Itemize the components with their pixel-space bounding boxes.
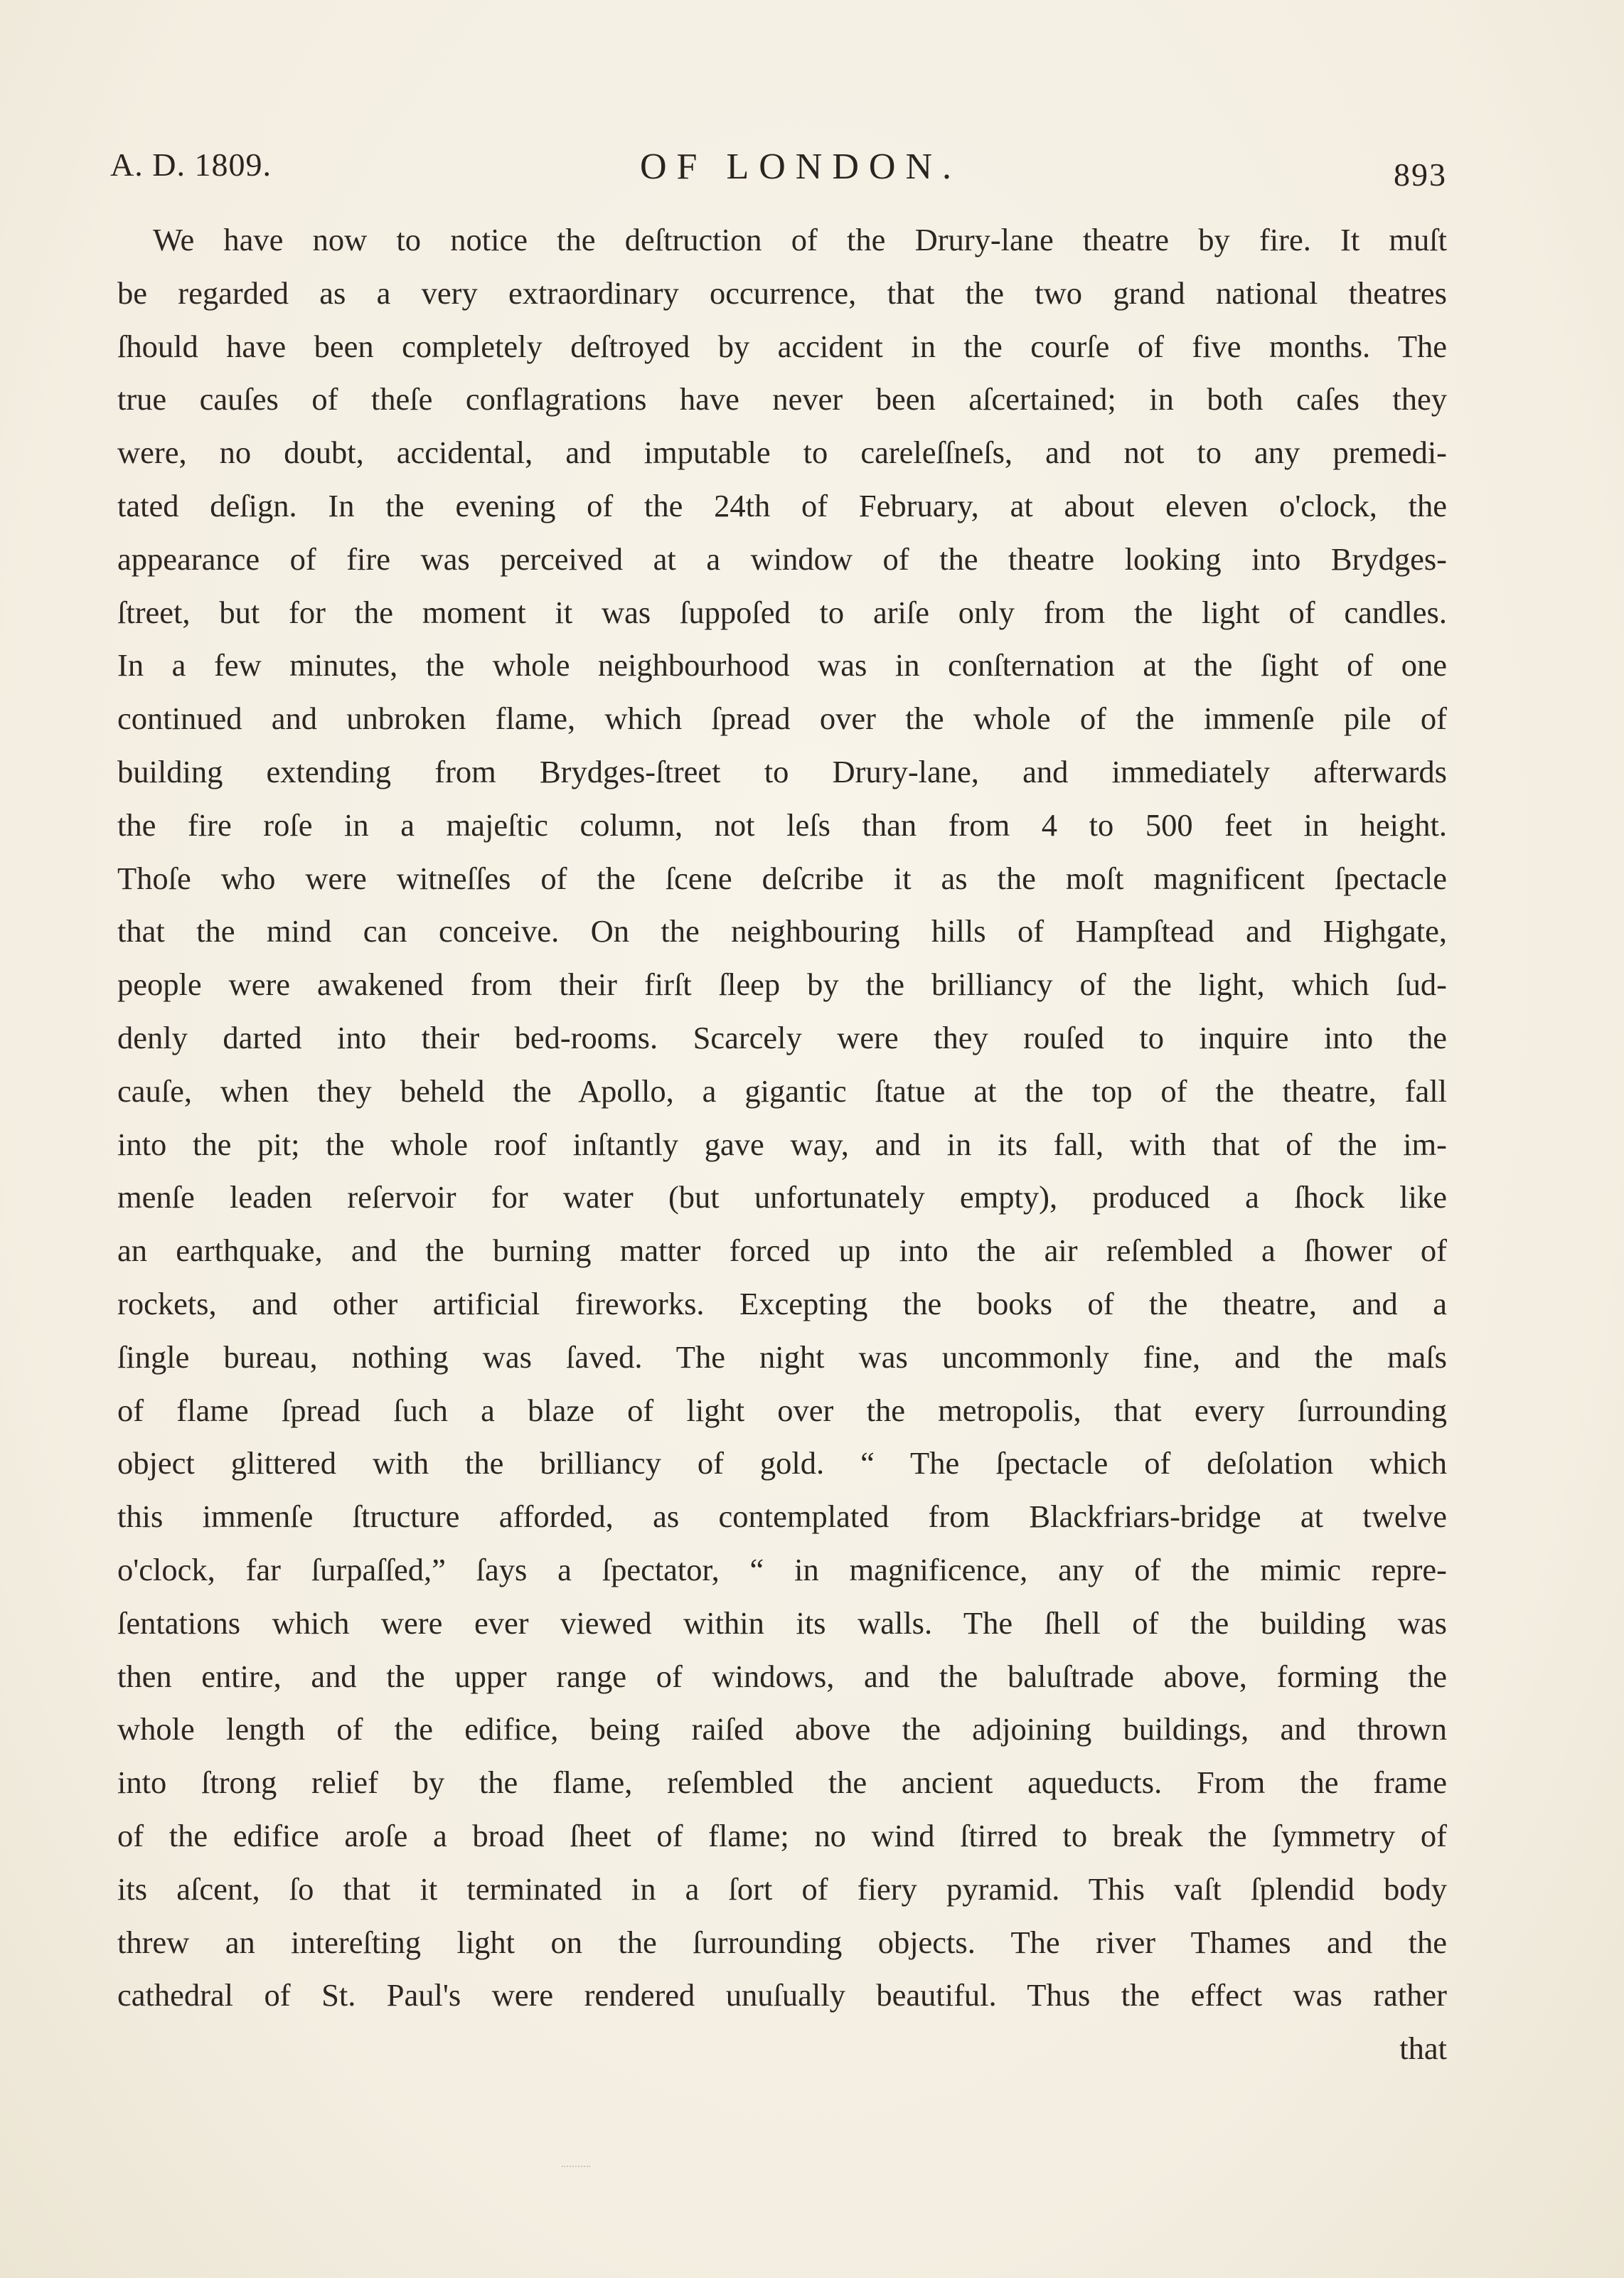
body-text (117, 213, 1447, 2075)
text-line: be regarded as a very extraordinary occurrence, that the two grand national theatres (117, 275, 1447, 311)
page-number: 893 (1394, 156, 1447, 193)
text-line: cauſe, when they beheld the Apollo, a gigantic ſtatue at the top of the theatre, fall (117, 1073, 1447, 1109)
text-line: cathedral of St. Paul's were rendered unuſually beautiful. Thus the effect was rather (117, 1977, 1447, 2013)
text-line: its aſcent, ſo that it terminated in a ſort of fiery pyramid. This vaſt ſplendid body (117, 1870, 1447, 1907)
paper-blemish (562, 2166, 590, 2171)
text-line: In a few minutes, the whole neighbourhood was in conſternation at the ſight of one (117, 647, 1447, 683)
text-line: of flame ſpread ſuch a blaze of light over the metropolis, that every ſurrounding (117, 1392, 1447, 1428)
text-line: into ſtrong relief by the flame, reſembled the ancient aqueducts. From the frame (117, 1765, 1447, 1801)
text-line: menſe leaden reſervoir for water (but unfortunately empty), produced a ſhock like (117, 1179, 1447, 1215)
text-line: We have now to notice the deſtruction of the Drury-lane theatre by fire. It muſt (153, 222, 1447, 257)
text-line: Thoſe who were witneſſes of the ſcene deſcribe it as the moſt magnificent ſpectacle (117, 860, 1447, 896)
text-line: tated deſign. In the evening of the 24th of February, at about eleven o'clock, the (117, 487, 1447, 523)
text-line: then entire, and the upper range of windows, and the baluſtrade above, forming the (117, 1658, 1447, 1694)
text-line: true cauſes of theſe conflagrations have never been aſcertained; in both caſes they (117, 381, 1447, 417)
text-line: whole length of the edifice, being raiſed above the adjoining buildings, and thrown (117, 1711, 1447, 1747)
text-line: ſtreet, but for the moment it was ſuppoſed to ariſe only from the light of candles. (117, 594, 1447, 630)
text-line: building extending from Brydges-ſtreet to Drury-lane, and immediately afterwards (117, 753, 1447, 789)
catchword: that (1399, 2030, 1447, 2067)
text-line: o'clock, far ſurpaſſed,” ſays a ſpectator, “ in magnificence, any of the mimic repre- (117, 1551, 1447, 1587)
text-line: into the pit; the whole roof inſtantly gave way, and in its fall, with that of the im- (117, 1126, 1447, 1162)
text-line: ſentations which were ever viewed within its walls. The ſhell of the building was (117, 1604, 1447, 1641)
text-line: of the edifice aroſe a broad ſheet of flame; no wind ſtirred to break the ſymmetry of (117, 1817, 1447, 1853)
text-line: people were awakened from their firſt ſleep by the brilliancy of the light, which ſud- (117, 967, 1447, 1003)
text-line: that the mind can conceive. On the neighbouring hills of Hampſtead and Highgate, (117, 913, 1447, 949)
text-line: appearance of fire was perceived at a window of the theatre looking into Brydges- (117, 541, 1447, 577)
text-line: ſingle bureau, nothing was ſaved. The night was uncommonly fine, and the maſs (117, 1338, 1447, 1375)
text-line: continued and unbroken flame, which ſpread over the whole of the immenſe pile of (117, 701, 1447, 737)
text-line: ſhould have been completely deſtroyed by accident in the courſe of five months. The (117, 328, 1447, 364)
running-head-title: OF LONDON. (640, 147, 961, 187)
text-line: the fire roſe in a majeſtic column, not leſs than from 4 to 500 feet in height. (117, 807, 1447, 843)
text-line: denly darted into their bed-rooms. Scarcely were they rouſed to inquire into the (117, 1019, 1447, 1055)
running-head-date: A. D. 1809. (110, 147, 272, 183)
text-line: this immenſe ſtructure afforded, as contemplated from Blackfriars-bridge at twelve (117, 1499, 1447, 1535)
text-line: threw an intereſting light on the ſurrounding objects. The river Thames and the (117, 1924, 1447, 1960)
text-line: rockets, and other artificial fireworks. Excepting the books of the theatre, and a (117, 1285, 1447, 1321)
running-head (110, 146, 1447, 196)
text-line: object glittered with the brilliancy of gold. “ The ſpectacle of deſolation which (117, 1445, 1447, 1481)
text-line: were, no doubt, accidental, and imputable to careleſſneſs, and not to any premedi- (117, 435, 1447, 471)
text-line: an earthquake, and the burning matter forced up into the air reſembled a ſhower of (117, 1233, 1447, 1269)
